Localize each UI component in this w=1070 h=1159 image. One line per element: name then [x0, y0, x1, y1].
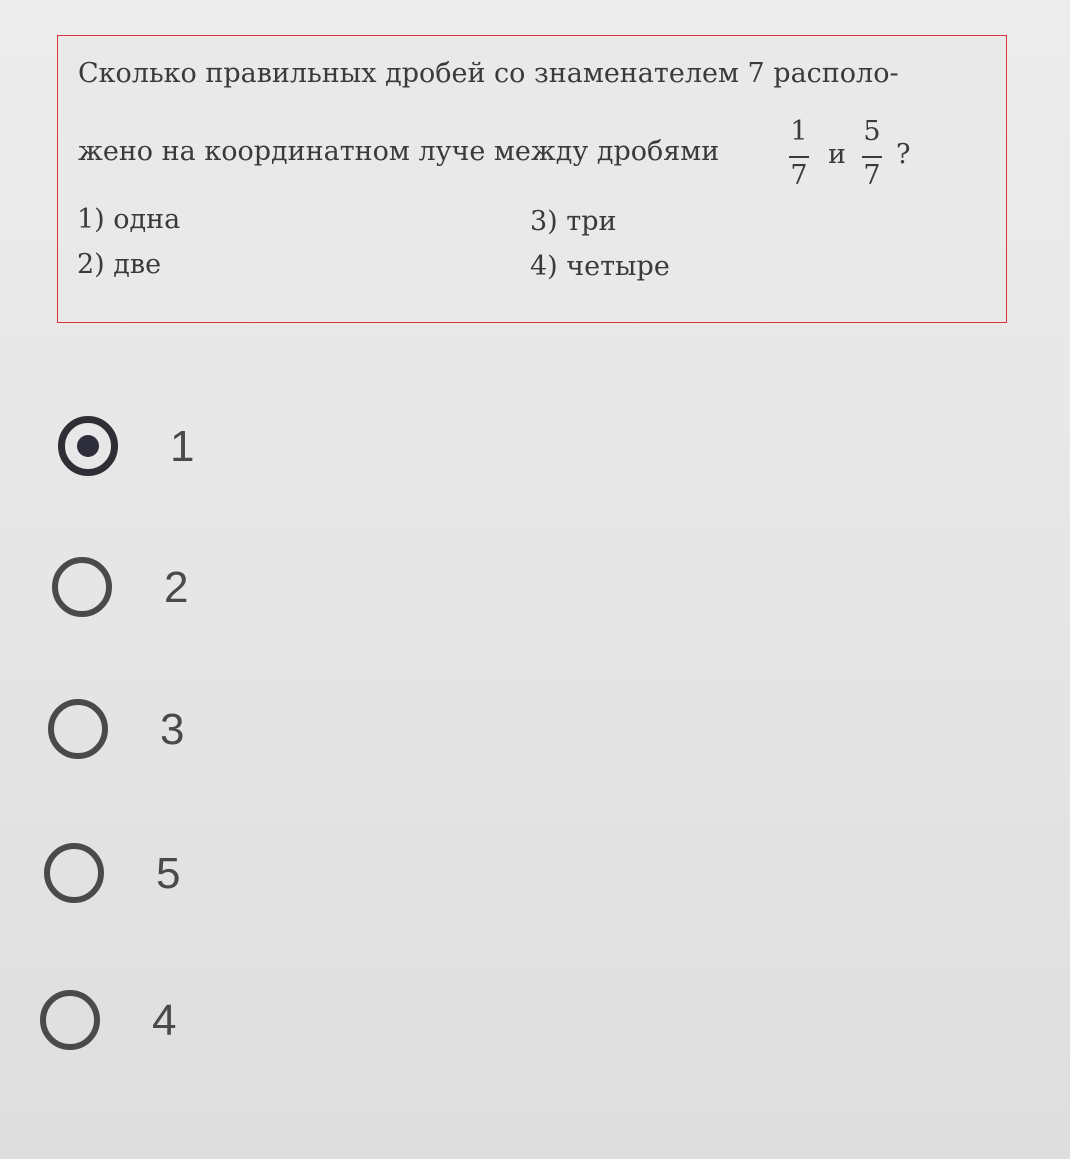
answer-option-3[interactable]: [48, 699, 448, 771]
radio-button[interactable]: [52, 557, 112, 617]
answer-option-label: 5: [156, 849, 181, 898]
fraction-bar: [862, 156, 882, 158]
answer-option-label: 1: [170, 422, 195, 471]
radio-selected-dot: [77, 435, 99, 457]
answer-option-4[interactable]: [44, 843, 444, 915]
fraction-bar: [789, 156, 809, 158]
fraction-denominator: 7: [790, 160, 808, 191]
answer-option-1[interactable]: [58, 416, 458, 488]
question-text-line-2: жено на координатном луче между дробями: [78, 136, 720, 167]
radio-button[interactable]: [48, 699, 108, 759]
radio-button[interactable]: [40, 990, 100, 1050]
fraction-numerator: 5: [863, 116, 881, 147]
answer-option-label: 2: [164, 563, 189, 612]
fraction-denominator: 7: [863, 160, 881, 191]
choice-text: 3) три: [530, 206, 617, 237]
radio-button-checked[interactable]: [58, 416, 118, 476]
answer-option-label: 3: [160, 705, 185, 754]
fraction-numerator: 1: [790, 116, 808, 147]
answer-option-2[interactable]: [52, 557, 452, 629]
question-card: [57, 35, 1007, 323]
choice-text: 1) одна: [77, 204, 181, 235]
answer-option-label: 4: [152, 996, 177, 1045]
radio-button[interactable]: [44, 843, 104, 903]
question-mark: ?: [896, 139, 911, 170]
choice-text: 2) две: [77, 249, 162, 280]
question-text-line-1: Сколько правильных дробей со знаменателем 7 располо-: [78, 58, 899, 89]
conjunction-text: и: [828, 139, 846, 170]
choice-text: 4) четыре: [530, 251, 670, 282]
answer-option-5[interactable]: [40, 990, 440, 1062]
